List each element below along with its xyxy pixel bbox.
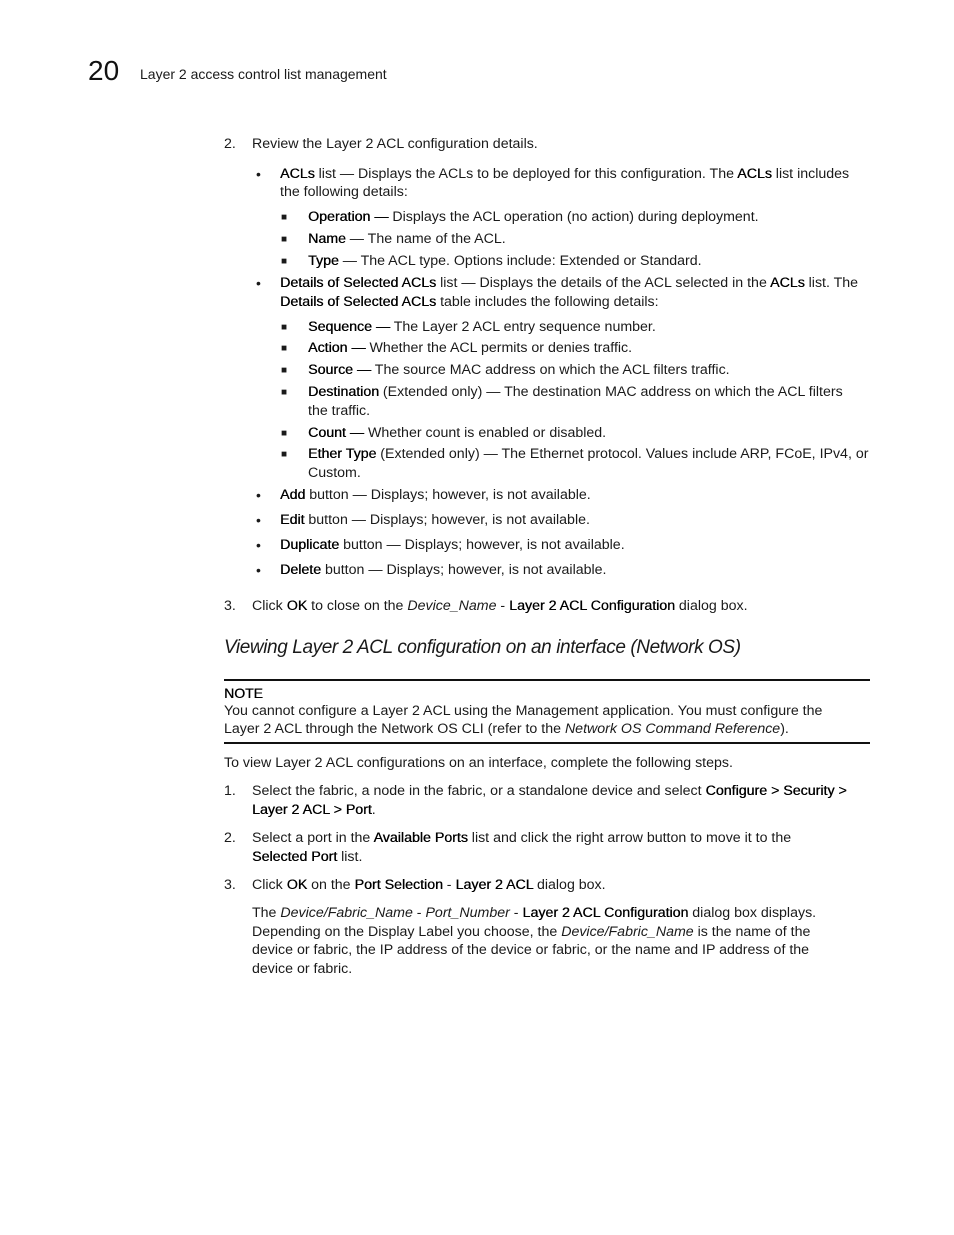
bullet: • [256,487,261,503]
square-bullet: ■ [281,322,288,333]
step-number: 3. [224,598,236,614]
step-number: 2. [224,830,236,846]
step-text: Review the Layer 2 ACL configuration details. [252,136,538,152]
square-bullet: ■ [281,428,288,439]
step-text: Select the fabric, a node in the fabric, or a standalone device and select Configure > Security > [252,783,847,799]
list-item: Operation — Displays the ACL operation (no action) during deployment. [308,209,759,225]
step-paragraph-line: Depending on the Display Label you choose, the Device/Fabric_Name is the name of the [252,924,811,940]
bullet: • [256,537,261,553]
note-label: NOTE [224,685,263,701]
note-bottom-rule [224,742,870,744]
list-item: Source — The source MAC address on which the ACL filters traffic. [308,362,730,378]
step-text-cont: Layer 2 ACL > Port. [252,802,376,818]
bullet: • [256,512,261,528]
list-item: Action — Whether the ACL permits or denies traffic. [308,340,633,356]
note-text: Layer 2 ACL through the Network OS CLI (refer to the Network OS Command Reference). [224,721,789,737]
chapter-title: Layer 2 access control list management [140,66,387,82]
square-bullet: ■ [281,365,288,376]
step-text: Select a port in the Available Ports list and click the right arrow button to move it to the [252,830,792,846]
list-item-cont: Custom. [308,465,361,481]
chapter-number: 20 [88,55,120,86]
step-number: 3. [224,877,236,893]
bullet-text: Details of Selected ACLs list — Displays the details of the ACL selected in the ACLs list. The [280,275,859,291]
list-item: Ether Type (Extended only) — The Ethernet protocol. Values include ARP, FCoE, IPv4, or [308,446,869,462]
intro-paragraph: To view Layer 2 ACL configurations on an interface, complete the following steps. [224,755,733,771]
bullet: • [256,275,261,291]
bullet-text: ACLs list — Displays the ACLs to be deployed for this configuration. The ACLs list includes [280,166,850,182]
step-number: 1. [224,783,236,799]
bullet-text: Duplicate button — Displays; however, is not available. [280,537,625,553]
bullet-text: Delete button — Displays; however, is not available. [280,562,607,578]
note-top-rule [224,679,870,681]
list-item: Name — The name of the ACL. [308,231,506,247]
bullet: • [256,166,261,182]
step-paragraph-line: device or fabric, the IP address of the device or fabric, or the name and IP address of the [252,942,810,958]
list-item: Type — The ACL type. Options include: Extended or Standard. [308,253,702,269]
list-item: Destination (Extended only) — The destination MAC address on which the ACL filters [308,384,843,400]
square-bullet: ■ [281,256,288,267]
bullet-text-cont: the following details: [280,184,408,200]
square-bullet: ■ [281,343,288,354]
list-item-cont: the traffic. [308,403,371,419]
section-heading: Viewing Layer 2 ACL configuration on an interface (Network OS) [224,637,741,658]
note-text: You cannot configure a Layer 2 ACL using the Management application. You must configure the [224,703,823,719]
bullet: • [256,562,261,578]
step-text-cont: Selected Port list. [252,849,363,865]
bullet-text-cont: Details of Selected ACLs table includes the following details: [280,294,659,310]
step-text: Click OK on the Port Selection - Layer 2 ACL dialog box. [252,877,606,893]
square-bullet: ■ [281,234,288,245]
square-bullet: ■ [281,449,288,460]
bullet-text: Edit button — Displays; however, is not available. [280,512,590,528]
list-item: Sequence — The Layer 2 ACL entry sequence number. [308,319,656,335]
step-text: Click OK to close on the Device_Name - Layer 2 ACL Configuration dialog box. [252,598,748,614]
list-item: Count — Whether count is enabled or disabled. [308,425,607,441]
step-number: 2. [224,136,236,152]
square-bullet: ■ [281,212,288,223]
step-paragraph-line: device or fabric. [252,961,353,977]
step-paragraph: The Device/Fabric_Name - Port_Number - Layer 2 ACL Configuration dialog box displays. [252,905,817,921]
bullet-text: Add button — Displays; however, is not available. [280,487,591,503]
square-bullet: ■ [281,387,288,398]
